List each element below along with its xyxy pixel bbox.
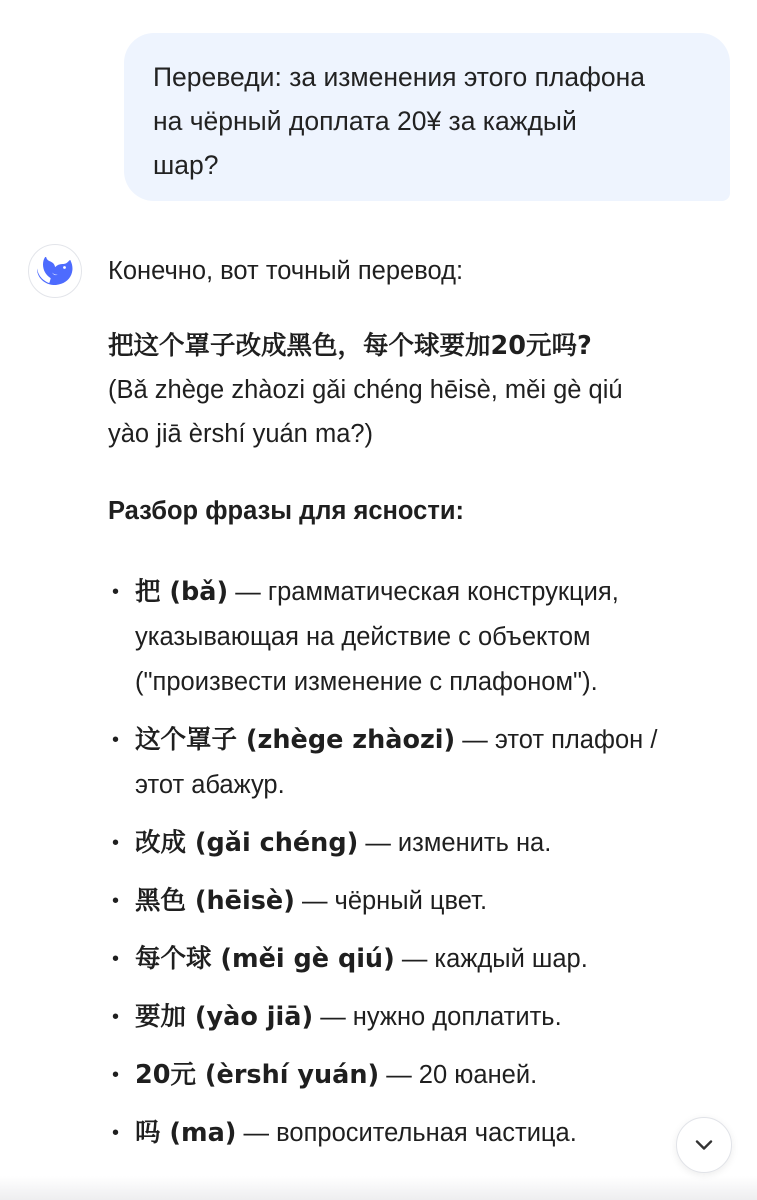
item-term: 吗 (ma): [135, 1118, 237, 1148]
item-text: — чёрный цвет.: [294, 887, 488, 915]
list-item: [108, 821, 728, 866]
item-text: — изменить на.: [358, 829, 552, 857]
item-term: 黑色 (hēisè): [135, 886, 295, 916]
list-item: [108, 995, 728, 1040]
chinese-translation: 把这个罩子改成黑色，每个球要加20元吗?: [108, 331, 592, 361]
reply-intro: Конечно, вот точный перевод:: [108, 257, 464, 285]
user-message-line: на чёрный доплата 20¥ за каждый: [153, 106, 577, 136]
pinyin-line: (Bǎ zhège zhàozi gǎi chéng hēisè, měi gè qiú: [108, 376, 623, 404]
item-text: — грамматическая конструкция,: [228, 578, 619, 606]
item-text: указывающая на действие с объектом: [135, 623, 591, 651]
chevron-down-icon: [694, 1139, 714, 1151]
item-term: 这个罩子 (zhège zhàozi): [135, 725, 456, 755]
list-item: [108, 1053, 728, 1098]
list-item: [108, 879, 728, 924]
breakdown-list: [108, 570, 728, 1156]
list-item: [108, 937, 728, 982]
user-message-line: Переведи: за изменения этого плафона: [153, 62, 646, 92]
item-text: — вопросительная частица.: [236, 1119, 577, 1147]
breakdown-title: Разбор фразы для ясности:: [108, 497, 465, 525]
user-message-line: шар?: [153, 150, 219, 180]
item-term: 把 (bǎ): [135, 577, 229, 607]
user-message-bubble: [124, 33, 730, 201]
item-text: этот абажур.: [135, 771, 285, 799]
item-term: 每个球 (měi gè qiú): [135, 944, 395, 974]
deepseek-whale-icon: [37, 257, 73, 285]
item-text: — 20 юаней.: [379, 1061, 538, 1089]
scroll-to-bottom-button[interactable]: [676, 1117, 732, 1173]
bottom-fade: [0, 1176, 757, 1200]
item-term: 20元 (èrshí yuán): [135, 1060, 380, 1090]
item-text: — нужно доплатить.: [313, 1003, 562, 1031]
list-item: [108, 570, 728, 705]
assistant-reply: [108, 249, 728, 1169]
item-text: — этот плафон /: [455, 726, 658, 754]
assistant-avatar: [28, 244, 82, 298]
item-text: — каждый шар.: [394, 945, 588, 973]
item-term: 要加 (yào jiā): [135, 1002, 314, 1032]
pinyin-line: yào jiā èrshí yuán ma?): [108, 420, 374, 448]
item-term: 改成 (gǎi chéng): [135, 828, 359, 858]
list-item: [108, 1111, 728, 1156]
list-item: [108, 718, 728, 808]
item-text: ("произвести изменение с плафоном").: [135, 668, 598, 696]
